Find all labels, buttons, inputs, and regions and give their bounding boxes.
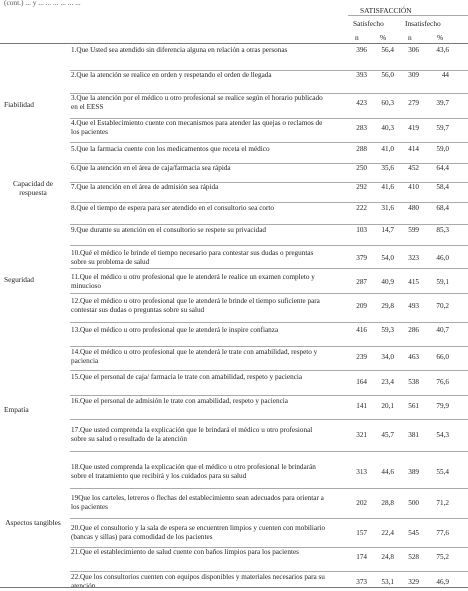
cell-ins-p: 39,7 (436, 99, 449, 107)
cell-ins-p: 76,6 (436, 378, 449, 386)
cell-sat-n: 141 (356, 402, 367, 410)
row-separator (70, 451, 468, 452)
cell-ins-n: 545 (408, 529, 419, 537)
item-text: 17.Que usted comprenda la explicación que le brindará el médico u otro profesional sobre su salud o resultado de la atención (71, 426, 313, 443)
cell-ins-n: 286 (408, 326, 419, 334)
cell-sat-p: 20,1 (381, 402, 394, 410)
item-text: 11.Que el médico u otro profesional que le atenderá le realice un examen completo y minucioso (71, 273, 315, 290)
item-text: 4.Que el Establecimiento cuente con mecanismos para atender las quejas o reclamos de los pacientes (71, 119, 323, 136)
cell-ins-n: 309 (408, 71, 419, 79)
cell-ins-n: 463 (408, 353, 419, 361)
row-separator (70, 518, 468, 519)
cell-sat-n: 416 (356, 326, 367, 334)
group-header-rule (348, 15, 468, 16)
cell-ins-p: 54,3 (436, 431, 449, 439)
cell-ins-n: 415 (408, 278, 419, 286)
cell-ins-p: 43,6 (436, 46, 449, 54)
cell-sat-p: 44,6 (381, 468, 394, 476)
cell-ins-p: 46,9 (436, 578, 449, 586)
item-text: 6.Que la atención en el área de caja/farmacia sea rápida (71, 164, 231, 172)
cell-ins-n: 500 (408, 499, 419, 507)
item-text: 7.Que la atención en el área de admisión sea rápida (71, 183, 219, 191)
satisfied-header: Satisfecho (353, 19, 384, 28)
dimension-label: Empatía (4, 405, 29, 414)
item-text: 5.Que la farmacia cuente con los medicamentos que receta el médico (71, 145, 270, 153)
sat-n-header: n (355, 33, 359, 42)
cell-sat-n: 283 (356, 124, 367, 132)
cell-ins-n: 538 (408, 378, 419, 386)
cell-sat-n: 239 (356, 353, 367, 361)
cell-ins-n: 528 (408, 553, 419, 561)
cell-sat-p: 35,6 (381, 164, 394, 172)
cell-ins-p: 71,2 (436, 499, 449, 507)
cell-ins-p: 75,2 (436, 553, 449, 561)
cell-sat-p: 54,0 (381, 254, 394, 262)
row-separator (70, 142, 468, 143)
cell-sat-n: 222 (356, 204, 367, 212)
cell-sat-n: 250 (356, 164, 367, 172)
item-text: 12.Que el médico u otro profesional que le atenderá le brinde el tiempo suficiente para contestar sus dudas o preguntas sobre su salud (71, 297, 320, 314)
cell-sat-p: 41,6 (381, 183, 394, 191)
cell-ins-n: 414 (408, 145, 419, 153)
cell-sat-n: 292 (356, 183, 367, 191)
cell-sat-p: 23,4 (381, 378, 394, 386)
cell-ins-p: 58,4 (436, 183, 449, 191)
cell-ins-p: 59,0 (436, 145, 449, 153)
dimension-label: Fiabilidad (4, 100, 34, 109)
row-separator (70, 245, 468, 246)
cell-ins-n: 419 (408, 124, 419, 132)
item-text: 2.Que la atención se realice en orden y respetando el orden de llegada (71, 71, 272, 79)
dimension-label: Aspectos tangibles (5, 518, 61, 527)
row-separator (70, 370, 468, 371)
cell-sat-p: 60,3 (381, 99, 394, 107)
cell-sat-n: 396 (356, 46, 367, 54)
dimension-label: Seguridad (4, 275, 34, 284)
cell-ins-n: 329 (408, 578, 419, 586)
ins-pct-header: % (437, 33, 444, 42)
cell-ins-p: 77,6 (436, 529, 449, 537)
row-separator (70, 268, 468, 269)
cell-ins-p: 70,2 (436, 302, 449, 310)
sat-pct-header: % (380, 33, 387, 42)
table-caption-fragment: (cont.) ... y ... ... ... ... ... ... (4, 0, 81, 7)
item-text: 19Que los carteles, letreros o flechas del establecimiento sean adecuados para orientar a los pacientes (71, 494, 324, 511)
cell-ins-n: 323 (408, 254, 419, 262)
row-separator (70, 346, 468, 347)
cell-sat-p: 28,8 (381, 499, 394, 507)
ins-n-header: n (408, 33, 412, 42)
cell-sat-n: 157 (356, 529, 367, 537)
item-text: 21.Que el establecimiento de salud cuente con baños limpios para los pacientes (71, 548, 299, 556)
cell-sat-n: 379 (356, 254, 367, 262)
cell-sat-p: 40,9 (381, 278, 394, 286)
row-separator (70, 202, 468, 203)
row-separator (70, 293, 468, 294)
cell-sat-n: 423 (356, 99, 367, 107)
cell-sat-n: 321 (356, 431, 367, 439)
cell-ins-p: 85,3 (436, 226, 449, 234)
cell-sat-p: 40,3 (381, 124, 394, 132)
item-text: 3.Que la atención por el médico u otro profesional se realice según el horario publicado en el EESS (71, 94, 323, 111)
cell-ins-n: 410 (408, 183, 419, 191)
item-text: 10.Qué el médico le brinde el tiempo necesario para contestar sus dudas o preguntas sobre su problema de salud (71, 249, 314, 266)
cell-ins-n: 279 (408, 99, 419, 107)
cell-ins-p: 46,0 (436, 254, 449, 262)
cell-ins-n: 452 (408, 164, 419, 172)
cell-sat-n: 313 (356, 468, 367, 476)
header-bottom-rule (0, 43, 468, 44)
cell-sat-p: 59,3 (381, 326, 394, 334)
cell-sat-p: 56,4 (381, 46, 394, 54)
cell-ins-n: 389 (408, 468, 419, 476)
cell-sat-p: 45,7 (381, 431, 394, 439)
item-text: 9.Que durante su atención en el consultorio se respete su privacidad (71, 226, 266, 234)
dimension-label: Capacidad de respuesta (12, 179, 53, 197)
cell-ins-p: 64,4 (436, 164, 449, 172)
item-text: 8.Que el tiempo de espera para ser atendido en el consultorio sea corto (71, 204, 274, 212)
row-separator (70, 419, 468, 420)
cell-sat-p: 14,7 (381, 226, 394, 234)
cell-ins-n: 599 (408, 226, 419, 234)
cell-sat-n: 164 (356, 378, 367, 386)
cell-sat-n: 393 (356, 71, 367, 79)
cell-sat-p: 34,0 (381, 353, 394, 361)
table-bottom-rule (0, 587, 468, 588)
cell-ins-p: 59,7 (436, 124, 449, 132)
item-text: 18.Que usted comprenda la explicación que el médico u otro profesional le brindarán sobre el tratamiento que recibirá y los cuidados para su salud (71, 463, 316, 480)
cell-ins-p: 44 (441, 71, 449, 79)
row-separator (70, 224, 468, 225)
cell-sat-n: 373 (356, 578, 367, 586)
cell-sat-p: 41,0 (381, 145, 394, 153)
cell-ins-n: 561 (408, 402, 419, 410)
cell-sat-n: 288 (356, 145, 367, 153)
item-text: 14.Que el médico u otro profesional que le atenderá le trate con amabilidad, respeto y paciencia (71, 348, 318, 365)
item-text: 22.Que los consultorios cuenten con equipos disponibles y materiales necesarios para su atención (71, 573, 325, 590)
cell-sat-n: 174 (356, 553, 367, 561)
item-text: 20.Que el consultorio y la sala de espera se encuentren limpios y cuenten con mobiliario (bancas y sillas) para comodidad de los pacientes (71, 524, 326, 541)
cell-sat-n: 202 (356, 499, 367, 507)
cell-sat-p: 29,8 (381, 302, 394, 310)
cell-sat-p: 24,8 (381, 553, 394, 561)
cell-sat-n: 287 (356, 278, 367, 286)
cell-ins-p: 66,0 (436, 353, 449, 361)
cell-ins-p: 59,1 (436, 278, 449, 286)
row-separator (70, 571, 468, 572)
cell-ins-p: 79,9 (436, 402, 449, 410)
cell-sat-n: 103 (356, 226, 367, 234)
cell-ins-p: 40,7 (436, 326, 449, 334)
item-text: 16.Que el personal de admisión le trate con amabilidad, respeto y paciencia (71, 397, 288, 405)
item-text: 1.Que Usted sea atendido sin diferencia alguna en relación a otras personas (71, 46, 288, 54)
cell-sat-p: 53,1 (381, 578, 394, 586)
unsatisfied-header: Insatisfecho (405, 19, 441, 28)
cell-ins-n: 381 (408, 431, 419, 439)
cell-sat-p: 22,4 (381, 529, 394, 537)
cell-ins-p: 55,4 (436, 468, 449, 476)
cell-ins-n: 480 (408, 204, 419, 212)
item-text: 13.Que el médico u otro profesional que le atenderá le inspire confianza (71, 326, 279, 334)
item-text: 15.Que el personal de caja/ farmacia le trate con amabilidad, respeto y paciencia (71, 373, 303, 381)
row-separator (70, 322, 468, 323)
cell-ins-n: 306 (408, 46, 419, 54)
row-separator (70, 395, 468, 396)
cell-sat-n: 209 (356, 302, 367, 310)
cell-sat-p: 31,6 (381, 204, 394, 212)
cell-sat-p: 56,0 (381, 71, 394, 79)
cell-ins-n: 493 (408, 302, 419, 310)
cell-ins-p: 68,4 (436, 204, 449, 212)
row-separator (70, 488, 468, 489)
satisfaction-group-header: SATISFACCIÓN (360, 6, 412, 15)
